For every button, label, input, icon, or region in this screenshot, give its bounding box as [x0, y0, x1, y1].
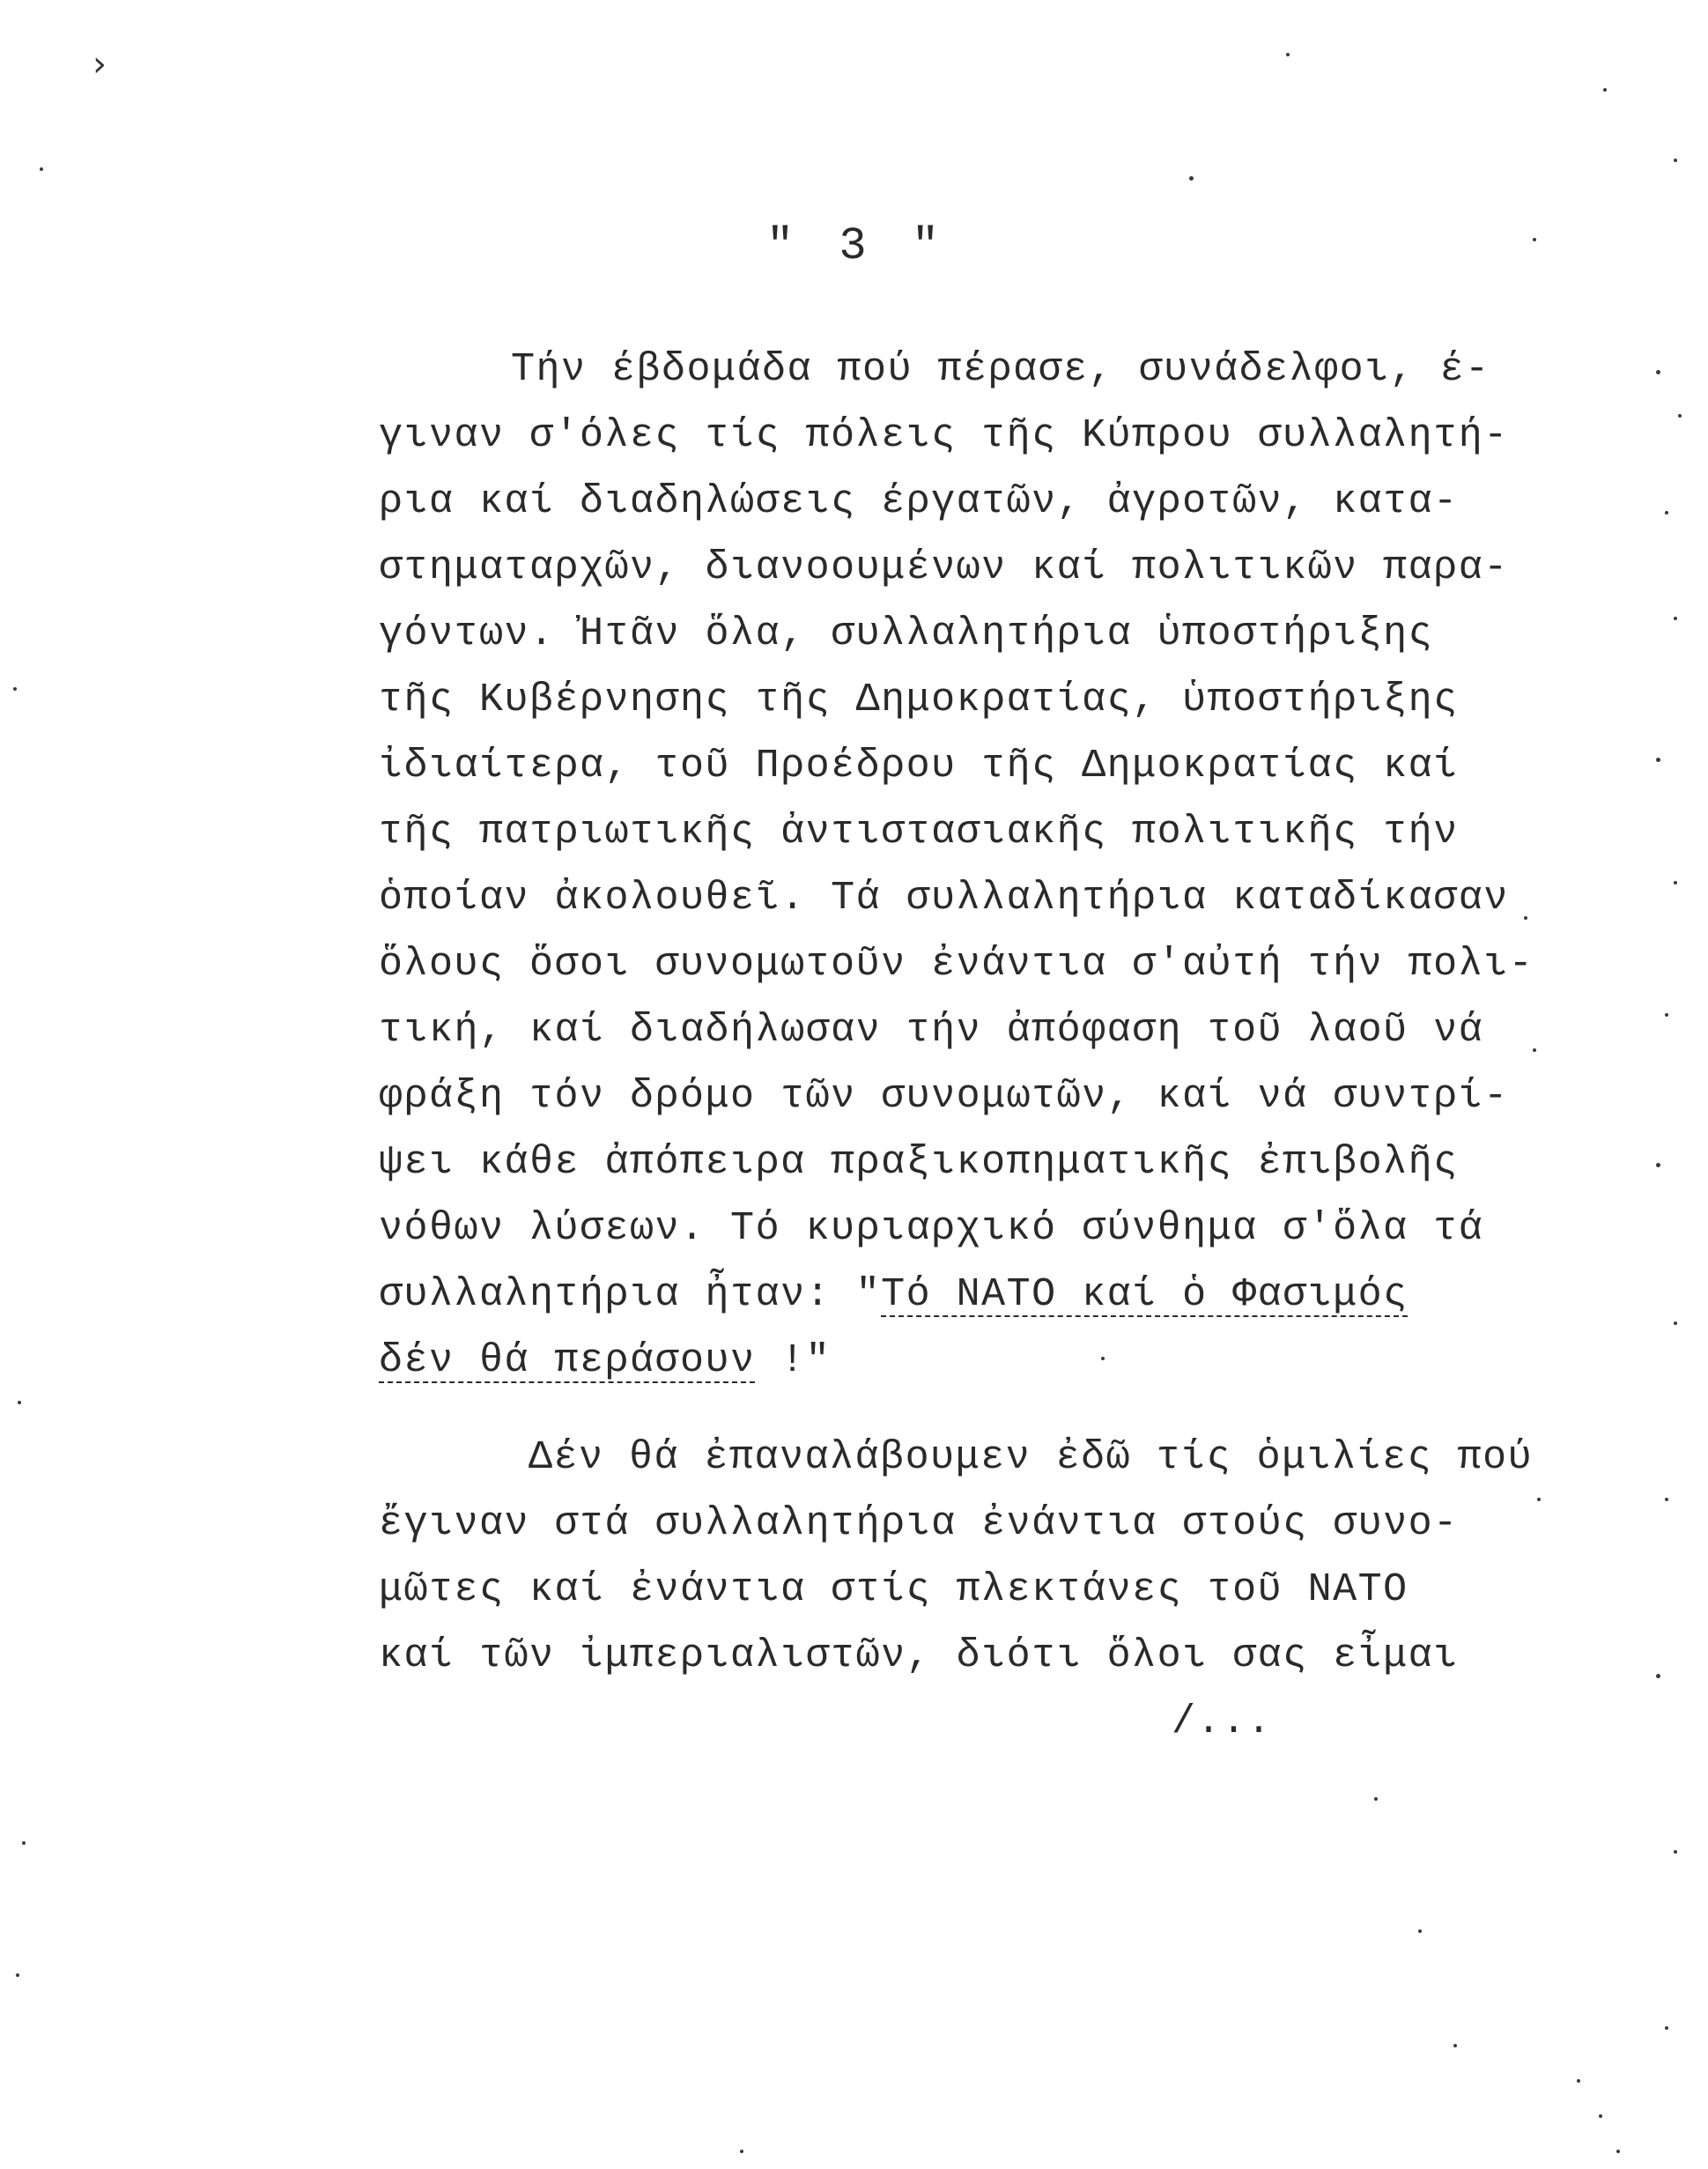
paragraph1-line-6: τῆς Κυβέρνησης τῆς Δημοκρατίας, ὑποστήριξης — [379, 677, 1459, 722]
paragraph1-line-12: φράξη τόν δρόμο τῶν συνομωτῶν, καί νά συντρί- — [379, 1074, 1509, 1119]
paragraph1-line-15 — [379, 1269, 1409, 1321]
paragraph1-line-2: γιναν σ'όλες τίς πόλεις τῆς Κύπρου συλλαλητή- — [379, 413, 1509, 458]
slogan-lead: συλλαλητήρια ἦταν: " — [379, 1272, 882, 1317]
paragraph1-line-14: νόθων λύσεων. Τό κυριαρχικό σύνθημα σ'ὅλα τά — [379, 1206, 1484, 1251]
paragraph1-line-4: στηματαρχῶν, διανοουμένων καί πολιτικῶν παρα- — [379, 545, 1509, 590]
paragraph1-line-10: ὅλους ὅσοι συνομωτοῦν ἐνάντια σ'αὐτή τήν πολι- — [379, 942, 1534, 987]
paragraph2-line-3: μῶτες καί ἐνάντια στίς πλεκτάνες τοῦ ΝΑΤΟ — [379, 1567, 1409, 1612]
slogan-end: !" — [755, 1338, 832, 1383]
corner-mark: › — [92, 44, 107, 85]
slogan-underlined-part2: δέν θά περάσουν — [379, 1338, 756, 1383]
paragraph2-line-4: καί τῶν ἰμπεριαλιστῶν, διότι ὅλοι σας εἶμαι — [379, 1633, 1459, 1678]
paragraph1-line-9: ὁποίαν ἀκολουθεῖ. Τά συλλαλητήρια καταδίκασαν — [379, 876, 1509, 921]
paragraph1-line-8: τῆς πατριωτικῆς ἀντιστασιακῆς πολιτικῆς τήν — [379, 810, 1459, 855]
paragraph2-line-2: ἔγιναν στά συλλαλητήρια ἐνάντια στούς συνο- — [379, 1501, 1459, 1546]
paragraph1-line-1: Τήν έβδομάδα πού πέρασε, συνάδελφοι, έ- — [511, 347, 1490, 392]
paragraph1-line-16 — [379, 1335, 831, 1388]
paragraph1-line-3: ρια καί διαδηλώσεις έργατῶν, ἀγροτῶν, κατα- — [379, 479, 1459, 524]
paragraph1-line-7: ἰδιαίτερα, τοῦ Προέδρου τῆς Δημοκρατίας καί — [379, 744, 1459, 788]
paragraph1-line-13: ψει κάθε ἀπόπειρα πραξικοπηματικῆς ἐπιβολῆς — [379, 1140, 1459, 1185]
paragraph1-line-5: γόντων. Ἠτᾶν ὅλα, συλλαλητήρια ὑποστήριξης — [379, 611, 1434, 656]
page-number: " 3 " — [766, 220, 949, 272]
paragraph2-line-1: Δέν θά ἐπαναλάβουμεν ἐδῶ τίς ὁμιλίες πού — [529, 1435, 1534, 1480]
continuation-mark: /... — [1172, 1699, 1273, 1744]
slogan-underlined-part1: Τό ΝΑΤΟ καί ὁ Φασιμός — [881, 1272, 1409, 1317]
paragraph1-line-11: τική, καί διαδήλωσαν τήν ἀπόφαση τοῦ λαοῦ νά — [379, 1008, 1484, 1053]
